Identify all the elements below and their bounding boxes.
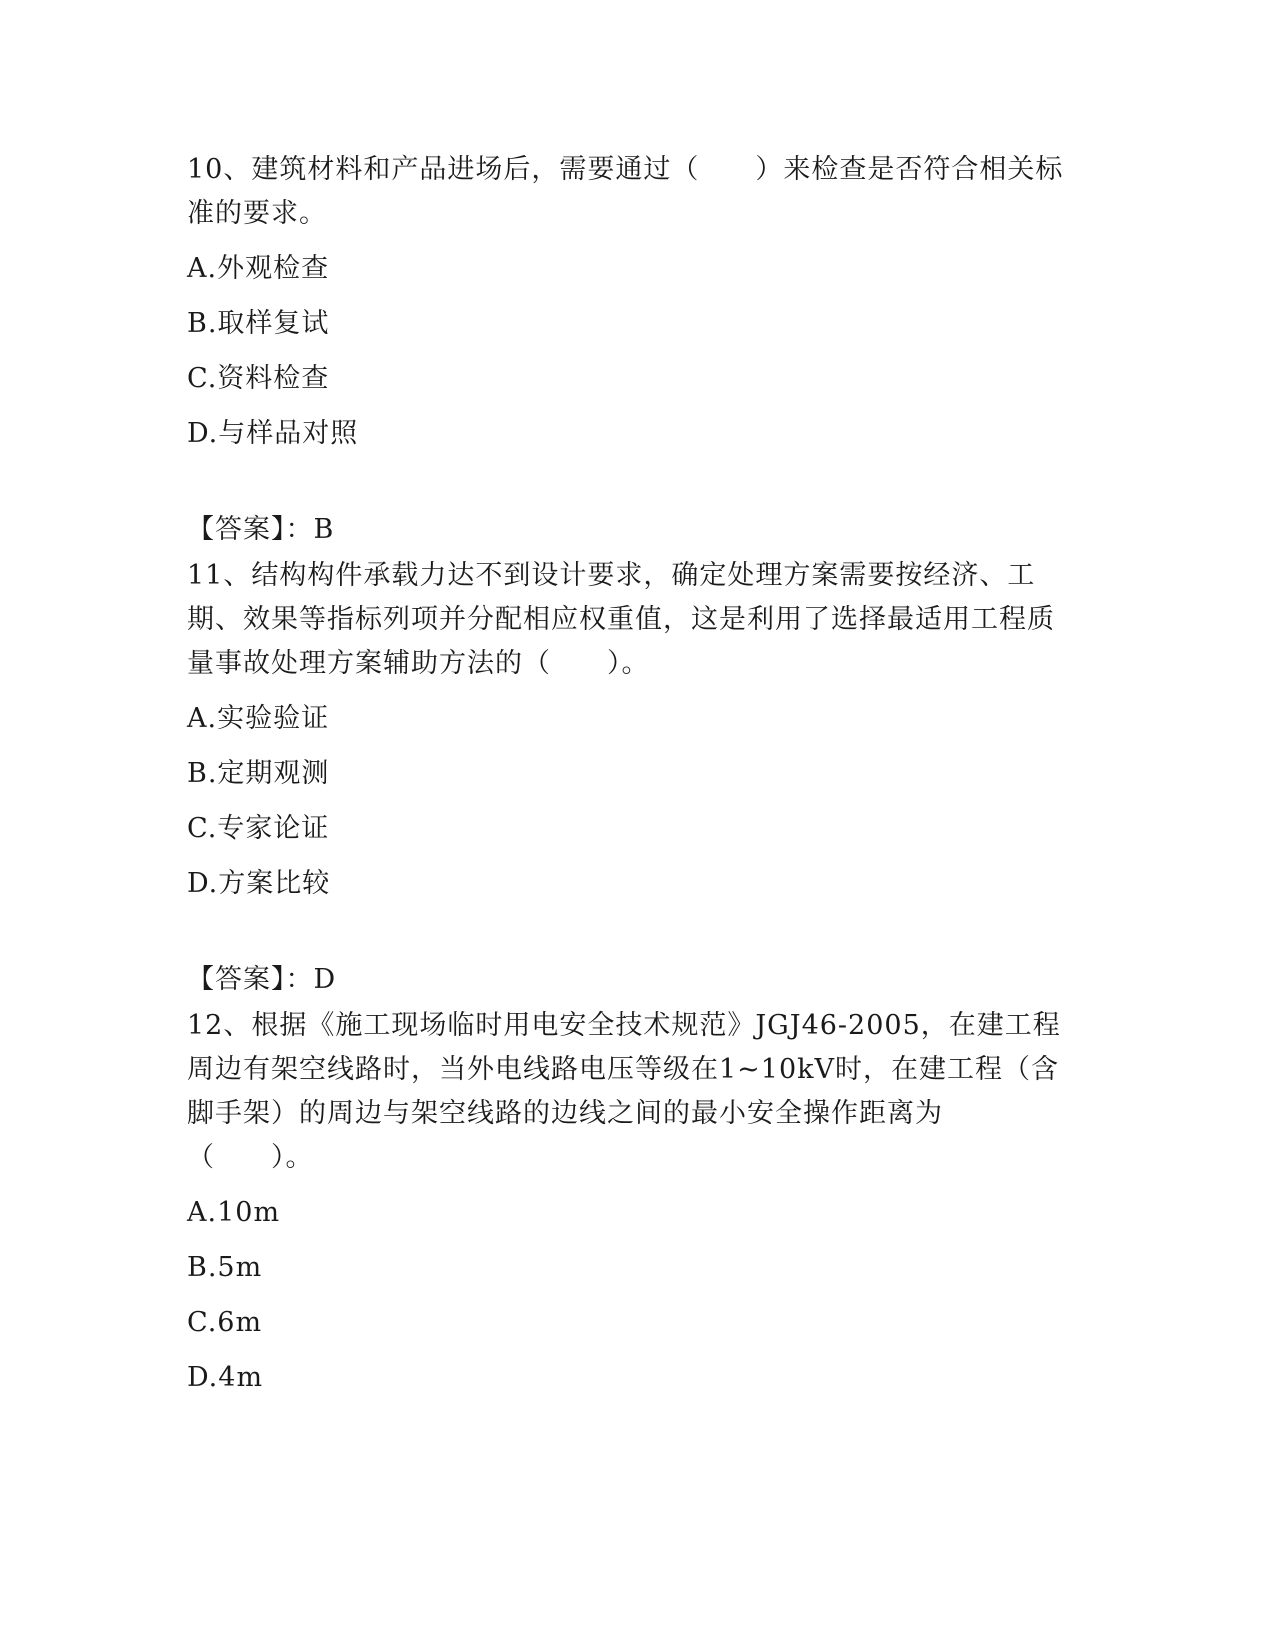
- answer-line: 【答案】：D: [187, 964, 337, 995]
- question-text: 12、根据《施工现场临时用电安全技术规范》JGJ46-2005，在建工程周边有架空线路时，当外电线路电压等级在1~10kV时，在建工程（含脚手架）的周边与架空线路的边线之间的最小安全操作距离为（ ）。: [187, 1010, 1061, 1173]
- option-d: D.4m: [187, 1362, 264, 1393]
- option-b: B.5m: [187, 1252, 263, 1283]
- option-a: A.实验验证: [187, 703, 330, 734]
- question-10: [187, 148, 1067, 552]
- option-b: B.定期观测: [187, 758, 330, 789]
- option-c: C.6m: [187, 1307, 263, 1338]
- option-a: A.外观检查: [187, 253, 330, 284]
- document-page: [187, 148, 1067, 1400]
- option-d: D.方案比较: [187, 868, 331, 899]
- option-a: A.10m: [187, 1197, 281, 1228]
- question-text: 10、建筑材料和产品进场后，需要通过（ ）来检查是否符合相关标准的要求。: [187, 154, 1064, 229]
- option-d: D.与样品对照: [187, 418, 359, 449]
- option-list: [187, 697, 1067, 906]
- option-c: C.专家论证: [187, 813, 330, 844]
- question-text: 11、结构构件承载力达不到设计要求，确定处理方案需要按经济、工期、效果等指标列项并分配相应权重值，这是利用了选择最适用工程质量事故处理方案辅助方法的（ ）。: [187, 560, 1055, 679]
- answer-line: 【答案】：B: [187, 514, 335, 545]
- option-c: C.资料检查: [187, 363, 330, 394]
- question-12: [187, 1004, 1067, 1400]
- option-list: [187, 247, 1067, 456]
- question-11: [187, 554, 1067, 1002]
- option-b: B.取样复试: [187, 308, 330, 339]
- option-list: [187, 1191, 1067, 1400]
